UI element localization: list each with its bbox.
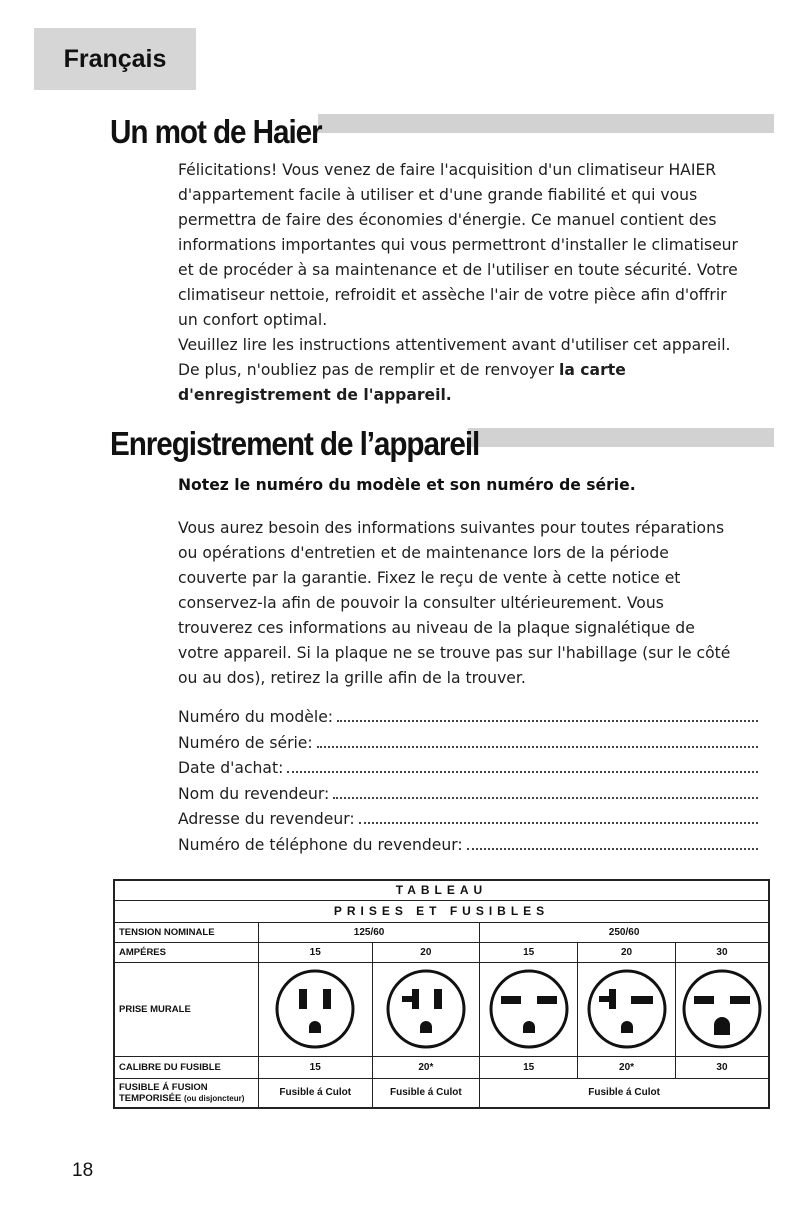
form-label: Numéro de téléphone du revendeur: <box>178 835 463 854</box>
form-line-dealer-address[interactable] <box>178 810 758 836</box>
instructions-text: Veuillez lire les instructions attentivement avant d'utiliser cet appareil. De plus, n'oubliez pas de remplir et de renvoyer <box>178 336 731 379</box>
outlet-cell <box>258 962 372 1056</box>
fuse-rating-cell: 15 <box>480 1056 578 1078</box>
table-subtitle: PRISES ET FUSIBLES <box>114 900 769 922</box>
ampere-cell: 15 <box>480 942 578 962</box>
fuse-rating-cell: 20* <box>578 1056 676 1078</box>
fuse-type-cell: Fusible á Culot <box>480 1078 769 1108</box>
outlet-cell <box>675 962 769 1056</box>
row-label-outlet: PRISE MURALE <box>114 962 258 1056</box>
ampere-cell: 20 <box>578 942 676 962</box>
row-label-time-delay-fuse <box>114 1078 258 1108</box>
form-line-dealer-name[interactable] <box>178 785 758 811</box>
outlet-250v-30a-icon <box>680 967 764 1051</box>
language-label: Français <box>63 44 167 73</box>
model-serial-subheading: Notez le numéro du modèle et son numéro de série. <box>178 476 636 494</box>
fill-in-line[interactable] <box>287 759 758 773</box>
form-line-purchase-date[interactable] <box>178 759 758 785</box>
registration-card-text: la carte d'enregistrement de l'appareil. <box>178 361 626 404</box>
fuse-table-wrapper <box>113 879 770 1110</box>
row-label-line: TEMPORISÉE <box>119 1092 182 1104</box>
form-line-model[interactable] <box>178 708 758 734</box>
outlet-cell <box>480 962 578 1056</box>
form-line-dealer-phone[interactable] <box>178 836 758 862</box>
outlet-cell <box>578 962 676 1056</box>
form-line-serial[interactable] <box>178 734 758 760</box>
table-title: TABLEAU <box>114 880 769 900</box>
fill-in-line[interactable] <box>359 810 758 824</box>
section-title-haier: Un mot de Haier <box>110 113 322 150</box>
fill-in-line[interactable] <box>333 785 758 799</box>
outlets-fuses-table <box>113 879 770 1109</box>
registration-form <box>178 708 758 862</box>
fill-in-line[interactable] <box>467 836 758 850</box>
outlet-250v-15a-icon <box>487 967 571 1051</box>
fuse-type-cell: Fusible á Culot <box>258 1078 372 1108</box>
fill-in-line[interactable] <box>337 708 758 722</box>
ampere-cell: 30 <box>675 942 769 962</box>
fuse-rating-cell: 20* <box>372 1056 480 1078</box>
intro-paragraph <box>178 158 738 408</box>
fuse-type-cell: Fusible á Culot <box>372 1078 480 1108</box>
section-title-registration: Enregistrement de l’appareil <box>110 425 480 462</box>
registration-text: Vous aurez besoin des informations suivantes pour toutes réparations ou opérations d'entretien et de maintenance lors de la période couverte par la garantie. Fixez le reçu de vente à cette notice et conservez-la afin de pouvoir la consulter ultérieurement. Vous trouverez ces informations au niveau de la plaque signalétique de votre appareil. Si la plaque ne se trouve pas sur l'habillage (sur le côté ou au dos), retirez la grille afin de la trouver. <box>178 519 731 687</box>
outlet-cell <box>372 962 480 1056</box>
form-label: Numéro de série: <box>178 733 313 752</box>
voltage-cell: 250/60 <box>480 922 769 942</box>
intro-text: Félicitations! Vous venez de faire l'acquisition d'un climatiseur HAIER d'appartement facile à utiliser et d'une grande fiabilité et qui vous permettra de faire des économies d'énergie. Ce manuel contient des informations importantes qui vous permettront d'installer le climatiseur et de procéder à sa maintenance et de l'utiliser en toute sécurité. Votre climatiseur nettoie, refroidit et assèche l'air de votre pièce afin d'offrir un confort optimal. <box>178 161 738 329</box>
ampere-cell: 15 <box>258 942 372 962</box>
row-label-fuse-rating: CALIBRE DU FUSIBLE <box>114 1056 258 1078</box>
row-label-tension: TENSION NOMINALE <box>114 922 258 942</box>
fill-in-line[interactable] <box>317 734 758 748</box>
fuse-rating-cell: 30 <box>675 1056 769 1078</box>
form-label: Numéro du modèle: <box>178 708 334 726</box>
row-label-amperes: AMPÉRES <box>114 942 258 962</box>
outlet-125v-15a-icon <box>273 967 357 1051</box>
registration-paragraph <box>178 516 738 691</box>
outlet-250v-20a-icon <box>585 967 669 1051</box>
form-label: Date d'achat: <box>178 759 284 778</box>
outlet-125v-20a-icon <box>384 967 468 1051</box>
fuse-rating-cell: 15 <box>258 1056 372 1078</box>
form-label: Nom du revendeur: <box>178 784 330 803</box>
voltage-cell: 125/60 <box>258 922 479 942</box>
row-label-note: (ou disjoncteur) <box>183 1093 245 1103</box>
row-label-line: FUSIBLE Á FUSION <box>119 1081 208 1093</box>
ampere-cell: 20 <box>372 942 480 962</box>
language-tab <box>34 28 196 90</box>
page-number: 18 <box>72 1160 94 1181</box>
form-label: Adresse du revendeur: <box>178 810 355 829</box>
